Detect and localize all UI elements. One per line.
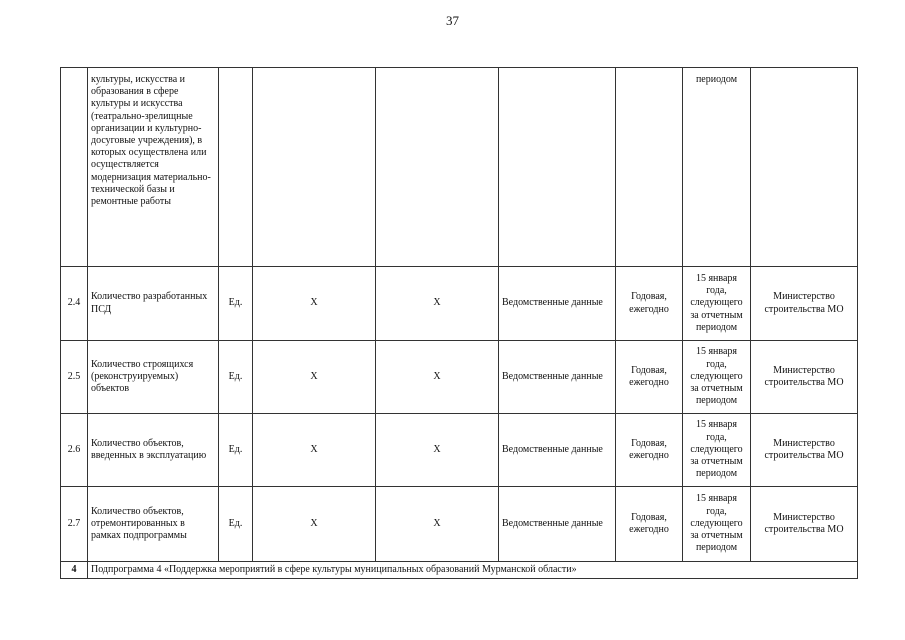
subprogram-row <box>61 562 858 579</box>
deadline: 15 января года, следующего за отчетным периодом <box>683 267 751 341</box>
col4-value: Х <box>253 341 376 414</box>
deadline: 15 января года, следующего за отчетным периодом <box>683 341 751 414</box>
subprogram-number: 4 <box>61 562 88 579</box>
col4-value: Х <box>253 414 376 487</box>
responsible: Министерство строительства МО <box>751 487 858 562</box>
cell-col4 <box>253 68 376 267</box>
cell-responsible <box>751 68 858 267</box>
data-source: Ведомственные данные <box>499 267 616 341</box>
row-number: 2.7 <box>61 487 88 562</box>
deadline: 15 января года, следующего за отчетным периодом <box>683 414 751 487</box>
col5-value: Х <box>376 487 499 562</box>
row-number: 2.4 <box>61 267 88 341</box>
indicator-name: Количество объектов, введенных в эксплуатацию <box>88 414 219 487</box>
data-source: Ведомственные данные <box>499 341 616 414</box>
cell-num <box>61 68 88 267</box>
responsible: Министерство строительства МО <box>751 414 858 487</box>
indicator-name: Количество строящихся (реконструируемых) объектов <box>88 341 219 414</box>
subprogram-title: Подпрограмма 4 «Поддержка мероприятий в сфере культуры муниципальных образований Мурманской области» <box>88 562 858 579</box>
table-row <box>61 341 858 414</box>
table-row <box>61 267 858 341</box>
cell-source <box>499 68 616 267</box>
col5-value: Х <box>376 267 499 341</box>
responsible: Министерство строительства МО <box>751 267 858 341</box>
periodicity: Годовая, ежегодно <box>616 341 683 414</box>
row-number: 2.6 <box>61 414 88 487</box>
table-row <box>61 414 858 487</box>
cell-periodicity <box>616 68 683 267</box>
indicator-name-continued: культуры, искусства и образования в сфере культуры и искусства (театрально-зрелищные организации и культурно-досуговые учреждения), в которых осуществлена или осуществляется модернизация материально-технической базы и ремонтные работы <box>88 68 219 267</box>
table-row <box>61 487 858 562</box>
indicator-name: Количество объектов, отремонтированных в рамках подпрограммы <box>88 487 219 562</box>
page-number: 37 <box>446 13 459 28</box>
unit: Ед. <box>219 414 253 487</box>
responsible: Министерство строительства МО <box>751 341 858 414</box>
data-source: Ведомственные данные <box>499 414 616 487</box>
periodicity: Годовая, ежегодно <box>616 487 683 562</box>
row-number: 2.5 <box>61 341 88 414</box>
unit: Ед. <box>219 341 253 414</box>
col4-value: Х <box>253 487 376 562</box>
col4-value: Х <box>253 267 376 341</box>
col5-value: Х <box>376 414 499 487</box>
col5-value: Х <box>376 341 499 414</box>
unit: Ед. <box>219 487 253 562</box>
deadline-continued: периодом <box>683 68 751 267</box>
indicator-name: Количество разработанных ПСД <box>88 267 219 341</box>
continuation-row <box>61 68 858 267</box>
periodicity: Годовая, ежегодно <box>616 267 683 341</box>
indicators-table <box>60 67 858 579</box>
cell-unit <box>219 68 253 267</box>
deadline: 15 января года, следующего за отчетным периодом <box>683 487 751 562</box>
cell-col5 <box>376 68 499 267</box>
periodicity: Годовая, ежегодно <box>616 414 683 487</box>
data-source: Ведомственные данные <box>499 487 616 562</box>
unit: Ед. <box>219 267 253 341</box>
